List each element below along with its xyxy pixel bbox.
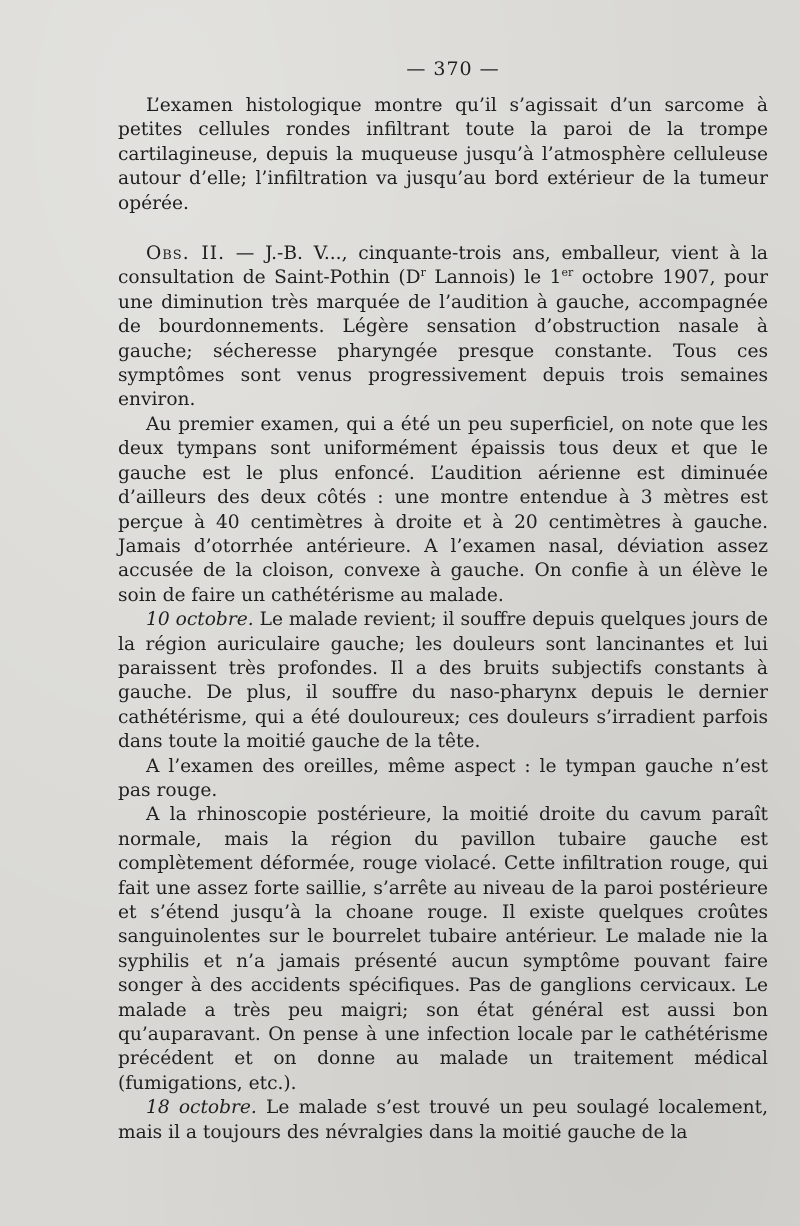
- paragraph-observation-2: [118, 242, 768, 413]
- superscript: r: [420, 266, 426, 280]
- paragraph-rhinoscopy: [118, 803, 768, 1096]
- paragraph-text: octobre 1907, pour une diminution très marquée de l’audition à gauche, accompagnée de bourdonnements. Légère sensation d’obstruction nasale à gauche; sécheresse pharyngée presque constante. Tous ces symptômes sont venus progressivement depuis trois semaines environ.: [118, 267, 768, 411]
- paragraph-text: Le malade s’est trouvé un peu soulagé localement, mais il a toujours des névralgies dans la moitié gauche de la: [118, 1097, 768, 1143]
- paragraph-text: A la rhinoscopie postérieure, la moitié droite du cavum paraît normale, mais la région du pavillon tubaire gauche est complètement déformée, rouge violacé. Cette infiltration rouge, qui fait une assez forte saillie, s’arrête au niveau de la paroi postérieure et s’étend jusqu’à la choane rouge. Il existe quelques croûtes sanguinolentes sur le bourrelet tubaire antérieur. Le malade nie la syphilis et n’a jamais présenté aucun symptôme pouvant faire songer à des accidents spécifiques. Pas de ganglions cervicaux. Le malade a très peu maigri; son état général est aussi bon qu’auparavant. On pense à une infection locale par le cathétérisme précédent et on donne au malade un traitement médical (fumigations, etc.).: [118, 804, 768, 1094]
- paragraph-text: A l’examen des oreilles, même aspect : le tympan gauche n’est pas rouge.: [118, 755, 768, 801]
- section-gap: [118, 216, 768, 242]
- paragraph-october-18: [118, 1096, 768, 1145]
- paragraph-text: Le malade revient; il souffre depuis quelques jours de la région auriculaire gauche; les douleurs sont lancinantes et lui paraissent très profondes. Il a des bruits subjectifs constants à gauche. De plus, il souffre du naso-pharynx depuis le dernier cathétérisme, qui a été douloureux; ces douleurs s’irradient parfois dans toute la moitié gauche de la tête.: [118, 609, 768, 753]
- date-label: 10 octobre.: [146, 609, 254, 631]
- paragraph-text: — J.-B. V..., cinquante-trois ans, emballeur, vient à la consultation de Saint-Pothin (D: [118, 243, 769, 289]
- document-page: [118, 58, 768, 1145]
- paragraph-first-exam: [118, 413, 768, 608]
- paragraph-text: L’examen histologique montre qu’il s’agissait d’un sarcome à petites cellules rondes infiltrant toute la paroi de la trompe cartilagineuse, depuis la muqueuse jusqu’à l’atmosphère celluleuse autour d’elle; l’infiltration va jusqu’au bord extérieur de la tumeur opérée.: [118, 95, 768, 214]
- date-label: 18 octobre.: [146, 1097, 257, 1119]
- paragraph-text: Au premier examen, qui a été un peu superficiel, on note que les deux tympans sont uniformément épaissis tous deux et que le gauche est le plus enfoncé. L’audition aérienne est diminuée d’ailleurs des deux côtés : une montre entendue à 3 mètres est perçue à 40 centimètres à droite et à 20 centimètres à gauche. Jamais d’otorrhée antérieure. A l’examen nasal, déviation assez accusée de la cloison, convexe à gauche. On confie à un élève le soin de faire un cathétérisme au malade.: [118, 413, 768, 606]
- paragraph-october-10: [118, 608, 768, 754]
- superscript: er: [561, 266, 574, 280]
- observation-label: Obs. II.: [146, 243, 225, 265]
- paragraph-text: Lannois) le 1: [425, 267, 562, 289]
- paragraph-histology: [118, 94, 768, 216]
- page-number: — 370 —: [406, 58, 500, 80]
- paragraph-ear-exam: [118, 755, 768, 804]
